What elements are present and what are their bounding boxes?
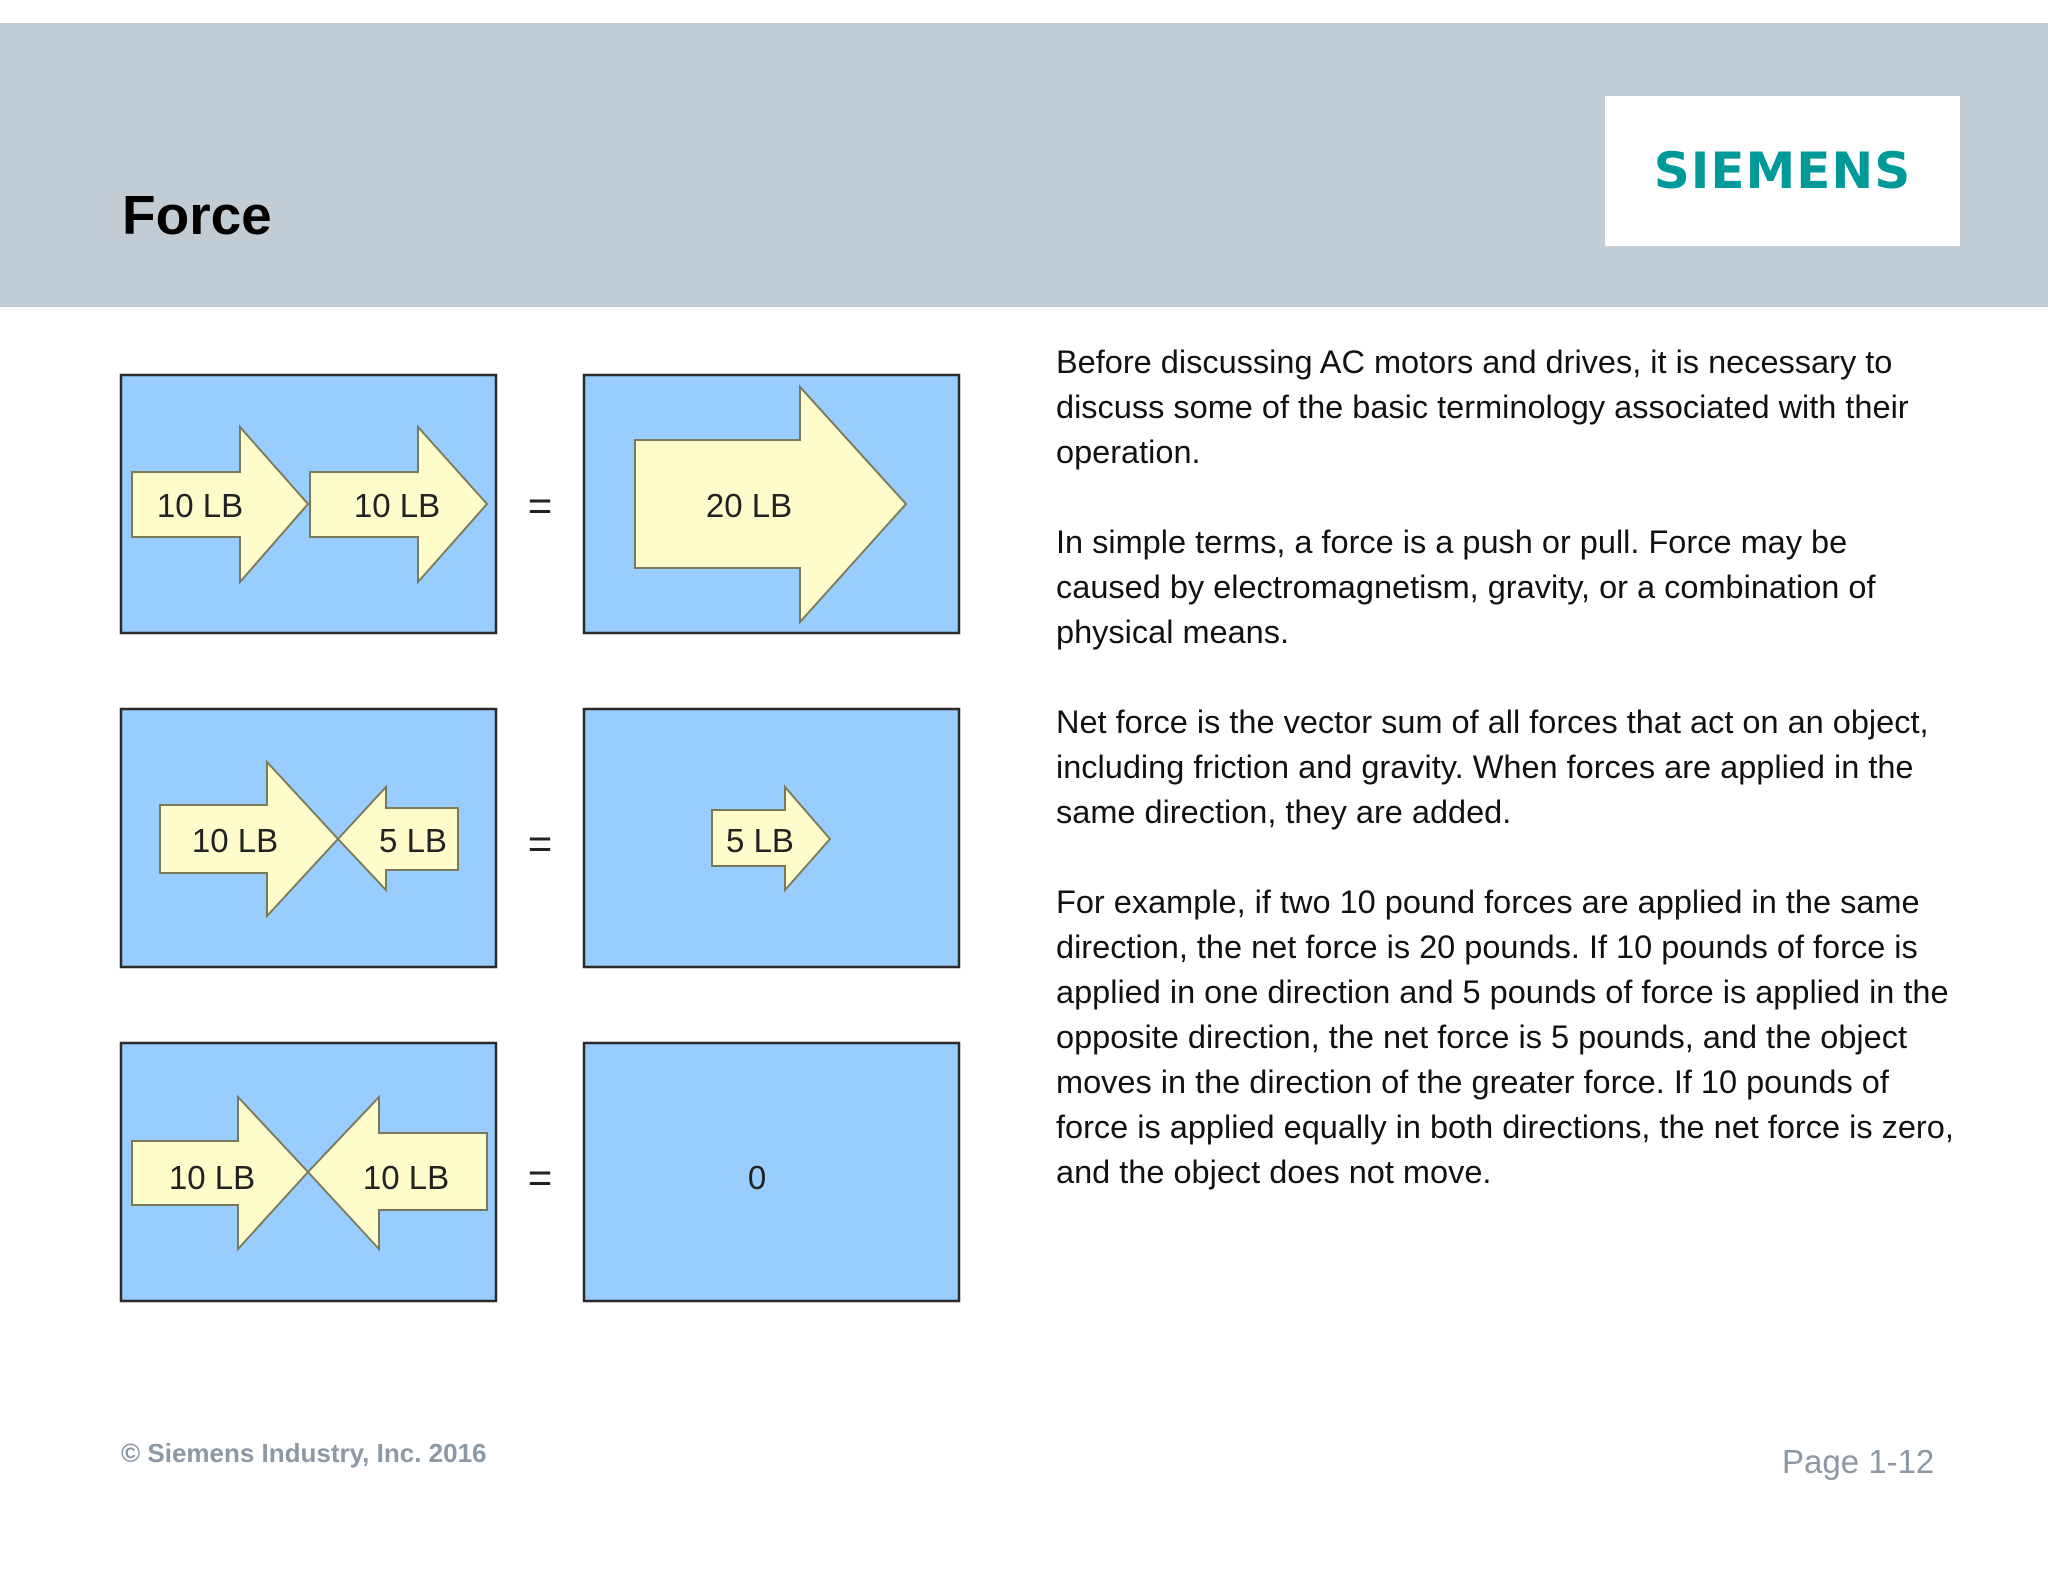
row3-result-label: 0 bbox=[747, 1159, 767, 1196]
force-diagram bbox=[0, 0, 1000, 1320]
row1-arrow-1-label: 10 LB bbox=[156, 487, 244, 524]
row2-result-label: 5 LB bbox=[726, 822, 794, 859]
row3-result-panel bbox=[584, 1043, 959, 1301]
page-number: Page 1-12 bbox=[1782, 1443, 1935, 1480]
row1-equals-sign: = bbox=[527, 482, 553, 529]
paragraph-force-definition: In simple terms, a force is a push or pull. Force may be caused by electromagnetism, gravity, or a combination of physical means. bbox=[1056, 524, 1876, 650]
page-title: Force bbox=[122, 184, 272, 246]
logo-text: SIEMENS bbox=[1653, 142, 1912, 200]
row1-arrow-2-label: 10 LB bbox=[353, 487, 441, 524]
row3-equals-sign: = bbox=[527, 1154, 553, 1201]
row2-arrow-2-label: 5 LB bbox=[379, 822, 447, 859]
siemens-logo bbox=[1605, 96, 1960, 246]
paragraph-net-force: Net force is the vector sum of all forces that act on an object, including friction and gravity. When forces are applied in the same direction, they are added. bbox=[1056, 704, 1929, 830]
row2-arrow-1-label: 10 LB bbox=[191, 822, 279, 859]
paragraph-example: For example, if two 10 pound forces are applied in the same direction, the net force is 20 pounds. If 10 pounds of force is applied in one direction and 5 pounds of force is applied in the opposite direction, the net force is 5 pounds, and the object moves in the direction of the greater force. If 10 pounds of force is applied equally in both directions, the net force is zero, and the object does not move. bbox=[1056, 884, 1954, 1190]
force-diagram-svg bbox=[0, 0, 1000, 1320]
body-text bbox=[1056, 340, 1956, 1240]
diagram-row-3 bbox=[121, 1043, 959, 1301]
footer-copyright: © Siemens Industry, Inc. 2016 bbox=[121, 1438, 487, 1468]
row3-arrow-2-label: 10 LB bbox=[362, 1159, 450, 1196]
row3-arrow-1-label: 10 LB bbox=[168, 1159, 256, 1196]
row2-equals-sign: = bbox=[527, 820, 553, 867]
diagram-row-1 bbox=[121, 375, 959, 633]
paragraph-intro: Before discussing AC motors and drives, it is necessary to discuss some of the basic terminology associated with their operation. bbox=[1056, 344, 1909, 470]
row1-result-label: 20 LB bbox=[705, 487, 793, 524]
diagram-row-2 bbox=[121, 709, 959, 967]
